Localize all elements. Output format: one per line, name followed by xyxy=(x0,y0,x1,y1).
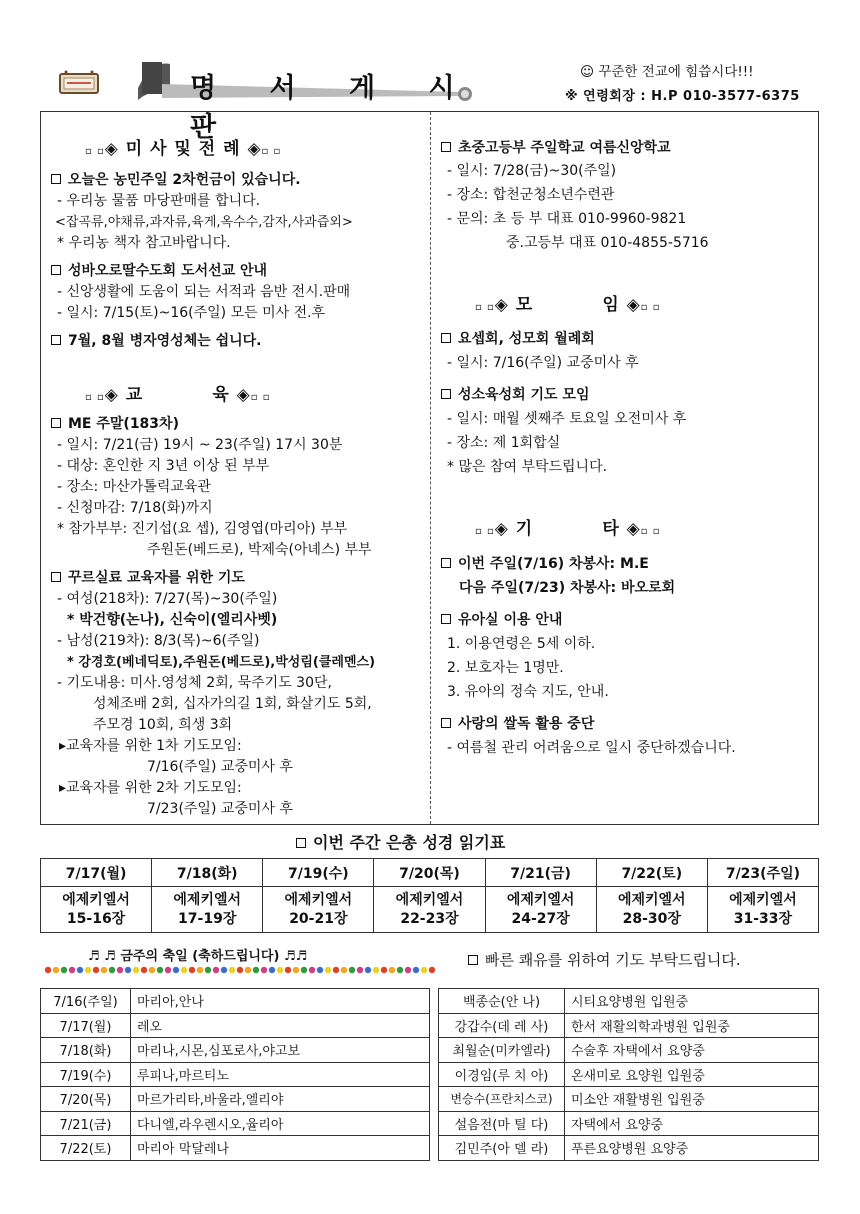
farmers-line: - 우리농 물품 마당판매를 합니다. xyxy=(57,193,261,209)
feast-date: 7/19(수) xyxy=(41,1062,131,1087)
table-row xyxy=(439,1111,819,1136)
reading-dates-row xyxy=(41,859,819,887)
checkbox-icon xyxy=(441,389,451,399)
flower-dot xyxy=(85,967,91,973)
reading-book: 에제키엘서 xyxy=(284,891,353,908)
checkbox-icon xyxy=(441,333,451,343)
item-heading-rice: 사랑의 쌀독 활용 중단 xyxy=(441,713,594,733)
reading-book: 에제키엘서 xyxy=(617,891,686,908)
checkbox-icon xyxy=(51,418,61,428)
pauline-line: - 일시: 7/15(토)~16(주일) 모든 미사 전.후 xyxy=(57,305,326,321)
patient-name: 최월순(미카엘라) xyxy=(439,1038,565,1063)
contact-text: ※ 연령회장 : H.P 010-3577-6375 xyxy=(565,89,800,104)
table-row xyxy=(439,1038,819,1063)
table-row xyxy=(439,1136,819,1161)
patient-status: 온새미로 요양원 입원중 xyxy=(565,1062,819,1087)
flower-dot xyxy=(405,967,411,973)
flower-dot xyxy=(341,967,347,973)
reading-book: 에제키엘서 xyxy=(506,891,575,908)
checkbox-icon xyxy=(51,335,61,345)
flower-dot xyxy=(221,967,227,973)
announcement-box xyxy=(40,111,819,825)
cursillo-line: * 강경호(베네딕토),주원돈(베드로),박성림(클레멘스) xyxy=(67,655,376,670)
table-row xyxy=(439,1013,819,1038)
flower-dot xyxy=(61,967,67,973)
flower-dot xyxy=(173,967,179,973)
patient-status: 푸른요양병원 요양중 xyxy=(565,1136,819,1161)
section-heading-meetings: ▫ ▫◈ 모 임 ◈▫ ▫ xyxy=(475,295,661,315)
reading-cell xyxy=(485,887,596,933)
flower-dot xyxy=(165,967,171,973)
checkbox-icon xyxy=(441,142,451,152)
reading-date: 7/22(토) xyxy=(596,859,707,887)
table-row xyxy=(439,989,819,1014)
reading-book: 에제키엘서 xyxy=(62,891,130,908)
feast-day-table xyxy=(40,988,430,1161)
flower-dot xyxy=(421,967,427,973)
section-heading-education: ▫ ▫◈ 교 육 ◈▫ ▫ xyxy=(85,385,271,405)
bulletin-board-icon xyxy=(58,70,100,96)
flower-dot xyxy=(237,967,243,973)
section-heading-mass: ▫ ▫◈ 미 사 및 전 례 ◈▫ ▫ xyxy=(85,139,282,159)
checkbox-icon xyxy=(441,614,451,624)
flower-dot xyxy=(109,967,115,973)
reading-schedule-title: 이번 주간 은총 성경 읽기표 xyxy=(296,830,505,853)
table-row xyxy=(41,1062,430,1087)
reading-date: 7/21(금) xyxy=(485,859,596,887)
column-divider xyxy=(430,112,431,824)
item-heading-me: ME 주말(183차) xyxy=(51,413,179,433)
cursillo-line: 성체조배 2회, 십자가의길 1회, 화살기도 5회, xyxy=(93,696,372,712)
reading-cell xyxy=(152,887,263,933)
healing-prayer-title: 빠른 쾌유를 위하여 기도 부탁드립니다. xyxy=(468,949,741,970)
school-line: 중.고등부 대표 010-4855-5716 xyxy=(506,235,709,251)
feast-date: 7/21(금) xyxy=(41,1111,131,1136)
checkbox-icon xyxy=(51,265,61,275)
feast-date: 7/18(화) xyxy=(41,1038,131,1063)
flower-dot xyxy=(213,967,219,973)
nursery-line: 2. 보호자는 1명만. xyxy=(447,660,564,676)
table-row xyxy=(41,1013,430,1038)
feast-names: 루피나,마르티노 xyxy=(131,1062,430,1087)
item-heading-cursillo: 꾸르실료 교육자를 위한 기도 xyxy=(51,567,245,587)
flower-dot xyxy=(69,967,75,973)
joseph-line: - 일시: 7/16(주일) 교중미사 후 xyxy=(447,355,639,371)
patient-status: 한서 재활의학과병원 입원중 xyxy=(565,1013,819,1038)
reading-chapters: 15-16장 xyxy=(66,910,126,927)
reading-chapters: 24-27장 xyxy=(511,910,570,927)
item-heading-joseph: 요셉회, 성모회 월례회 xyxy=(441,328,595,348)
table-row xyxy=(41,1087,430,1112)
feast-names: 마리나,시몬,심포로사,야고보 xyxy=(131,1038,430,1063)
reading-cell xyxy=(263,887,374,933)
item-heading-pauline: 성바오로딸수도회 도서선교 안내 xyxy=(51,260,267,280)
flower-dot xyxy=(101,967,107,973)
reading-date: 7/17(월) xyxy=(41,859,152,887)
flower-dot xyxy=(205,967,211,973)
item-heading-school: 초중고등부 주일학교 여름신앙학교 xyxy=(441,137,671,157)
patient-status: 시티요양병원 입원중 xyxy=(565,989,819,1014)
flower-dot xyxy=(197,967,203,973)
feast-date: 7/22(토) xyxy=(41,1136,131,1161)
checkbox-icon xyxy=(468,955,478,965)
checkbox-icon xyxy=(51,174,61,184)
reading-cell xyxy=(374,887,485,933)
feast-names: 마리아 막달레나 xyxy=(131,1136,430,1161)
school-line: - 문의: 초 등 부 대표 010-9960-9821 xyxy=(447,211,687,227)
reading-cell xyxy=(596,887,707,933)
table-row xyxy=(439,1087,819,1112)
me-line: - 대상: 혼인한 지 3년 이상 된 부부 xyxy=(57,458,270,474)
reading-books-row xyxy=(41,887,819,933)
feast-names: 마리아,안나 xyxy=(131,989,430,1014)
flower-dot xyxy=(293,967,299,973)
cursillo-line: 주모경 10회, 희생 3회 xyxy=(93,717,233,733)
flower-dot xyxy=(141,967,147,973)
me-line: - 일시: 7/21(금) 19시 ~ 23(주일) 17시 30분 xyxy=(57,437,343,453)
flower-dot xyxy=(269,967,275,973)
me-line: - 신청마감: 7/18(화)까지 xyxy=(57,500,213,516)
motto-text: ☺ 꾸준한 전교에 힘씁시다!!! xyxy=(580,64,754,80)
feast-names: 다니엘,라우렌시오,율리아 xyxy=(131,1111,430,1136)
flower-dot xyxy=(333,967,339,973)
patient-name: 백종순(안 나) xyxy=(439,989,565,1014)
me-line: 주원돈(베드로), 박제숙(아녜스) 부부 xyxy=(147,542,372,558)
checkbox-icon xyxy=(441,718,451,728)
reading-cell xyxy=(41,887,152,933)
reading-book: 에제키엘서 xyxy=(395,891,464,908)
feast-names: 레오 xyxy=(131,1013,430,1038)
reading-chapters: 31-33장 xyxy=(733,910,793,927)
flower-dot xyxy=(245,967,251,973)
flower-dot xyxy=(125,967,131,973)
healing-prayer-table xyxy=(438,988,819,1161)
checkbox-icon xyxy=(51,572,61,582)
cursillo-line: 7/23(주일) 교중미사 후 xyxy=(147,801,293,817)
flower-dot xyxy=(301,967,307,973)
reading-chapters: 20-21장 xyxy=(289,910,348,927)
farmers-line: * 우리농 책자 참고바랍니다. xyxy=(57,235,231,251)
feast-day-title: ♬ ♬ 금주의 축일 (축하드립니다) ♬♬ xyxy=(88,949,308,964)
flower-dot xyxy=(77,967,83,973)
table-row xyxy=(41,989,430,1014)
flower-dot xyxy=(373,967,379,973)
item-heading-rosary: 성소육성회 기도 모임 xyxy=(441,384,589,404)
flower-dot xyxy=(397,967,403,973)
flower-dot xyxy=(53,967,59,973)
flower-dot xyxy=(429,967,435,973)
nursery-line: 3. 유아의 정숙 지도, 안내. xyxy=(447,684,609,700)
flower-dot xyxy=(261,967,267,973)
flower-dot xyxy=(317,967,323,973)
flower-dot xyxy=(189,967,195,973)
rice-line: - 여름철 관리 어려움으로 일시 중단하겠습니다. xyxy=(447,740,736,756)
school-line: - 장소: 합천군청소년수련관 xyxy=(447,187,615,203)
reading-chapters: 17-19장 xyxy=(178,910,237,927)
section-heading-etc: ▫ ▫◈ 기 타 ◈▫ ▫ xyxy=(475,519,661,539)
table-row xyxy=(41,1111,430,1136)
flower-dot xyxy=(285,967,291,973)
reading-chapters: 22-23장 xyxy=(400,910,459,927)
checkbox-icon xyxy=(441,558,451,568)
feast-names: 마르가리타,바울라,엘리야 xyxy=(131,1087,430,1112)
reading-chapters: 28-30장 xyxy=(622,910,681,927)
reading-date: 7/23(주일) xyxy=(707,859,818,887)
page-title: 명 서 게 시 판 xyxy=(190,73,477,143)
rosary-line: - 장소: 제 1회합실 xyxy=(447,435,561,451)
flower-dot xyxy=(309,967,315,973)
item-heading-sick-communion: 7월, 8월 병자영성체는 쉽니다. xyxy=(51,330,262,350)
reading-date: 7/19(수) xyxy=(263,859,374,887)
cursillo-line: - 남성(219차): 8/3(목)~6(주일) xyxy=(57,633,260,649)
cursillo-line: ▸교육자를 위한 2차 기도모임: xyxy=(59,780,242,796)
checkbox-icon xyxy=(296,838,306,848)
cursillo-line: * 박건향(논나), 신숙이(엘리사벳) xyxy=(67,612,278,628)
bulletin-header xyxy=(40,52,820,143)
table-row xyxy=(41,1136,430,1161)
me-line: * 참가부부: 진기섭(요 셉), 김영엽(마리아) 부부 xyxy=(57,521,348,537)
cursillo-line: - 여성(218차): 7/27(목)~30(주일) xyxy=(57,591,278,607)
cursillo-line: ▸교육자를 위한 1차 기도모임: xyxy=(59,738,242,754)
table-row xyxy=(439,1062,819,1087)
reading-schedule-table xyxy=(40,858,819,933)
flower-dot xyxy=(381,967,387,973)
patient-status: 수술후 자택에서 요양중 xyxy=(565,1038,819,1063)
cursillo-line: - 기도내용: 미사.영성체 2회, 묵주기도 30단, xyxy=(57,675,332,691)
rosary-line: * 많은 참여 부탁드립니다. xyxy=(447,459,608,475)
patient-name: 설음전(마 틸 다) xyxy=(439,1111,565,1136)
rosary-line: - 일시: 매월 셋째주 토요일 오전미사 후 xyxy=(447,411,687,427)
reading-date: 7/18(화) xyxy=(152,859,263,887)
item-heading-drivers: 이번 주일(7/16) 차봉사: M.E xyxy=(441,553,649,573)
flower-dot xyxy=(349,967,355,973)
school-line: - 일시: 7/28(금)~30(주일) xyxy=(447,163,617,179)
me-line: - 장소: 마산가톨릭교육관 xyxy=(57,479,211,495)
flower-dot xyxy=(229,967,235,973)
cursillo-line: 7/16(주일) 교중미사 후 xyxy=(147,759,293,775)
nursery-line: 1. 이용연령은 5세 이하. xyxy=(447,636,596,652)
item-heading-nursery: 유아실 이용 안내 xyxy=(441,609,562,629)
reading-book: 에제키엘서 xyxy=(173,891,242,908)
feast-date: 7/17(월) xyxy=(41,1013,131,1038)
flower-dot xyxy=(413,967,419,973)
drivers-line: 다음 주일(7/23) 차봉사: 바오로회 xyxy=(459,580,676,596)
patient-name: 이경임(루 치 아) xyxy=(439,1062,565,1087)
reading-book: 에제키엘서 xyxy=(729,891,797,908)
flower-dot xyxy=(325,967,331,973)
farmers-line: <잡곡류,야채류,과자류,육게,옥수수,감자,사과즙외> xyxy=(55,215,353,230)
reading-date: 7/20(목) xyxy=(374,859,485,887)
flower-dot xyxy=(117,967,123,973)
flower-dot xyxy=(157,967,163,973)
reading-cell xyxy=(707,887,818,933)
flower-dot xyxy=(181,967,187,973)
item-heading-farmers: 오늘은 농민주일 2차헌금이 있습니다. xyxy=(51,169,301,189)
pauline-line: - 신앙생활에 도움이 되는 서적과 음반 전시.판매 xyxy=(57,284,351,300)
patient-name: 변승수(프란치스코) xyxy=(439,1087,565,1112)
flower-dot xyxy=(277,967,283,973)
patient-status: 자택에서 요양중 xyxy=(565,1111,819,1136)
patient-name: 김민주(아 델 라) xyxy=(439,1136,565,1161)
flower-dot xyxy=(253,967,259,973)
patient-name: 강갑수(데 레 사) xyxy=(439,1013,565,1038)
feast-date: 7/20(목) xyxy=(41,1087,131,1112)
feast-date: 7/16(주일) xyxy=(41,989,131,1014)
flower-dot xyxy=(365,967,371,973)
flower-border-decoration xyxy=(44,966,436,974)
flower-dot xyxy=(93,967,99,973)
patient-status: 미소안 재활병원 입원중 xyxy=(565,1087,819,1112)
flower-dot xyxy=(133,967,139,973)
table-row xyxy=(41,1038,430,1063)
flower-dot xyxy=(149,967,155,973)
flower-dot xyxy=(45,967,51,973)
flower-dot xyxy=(357,967,363,973)
flower-dot xyxy=(389,967,395,973)
